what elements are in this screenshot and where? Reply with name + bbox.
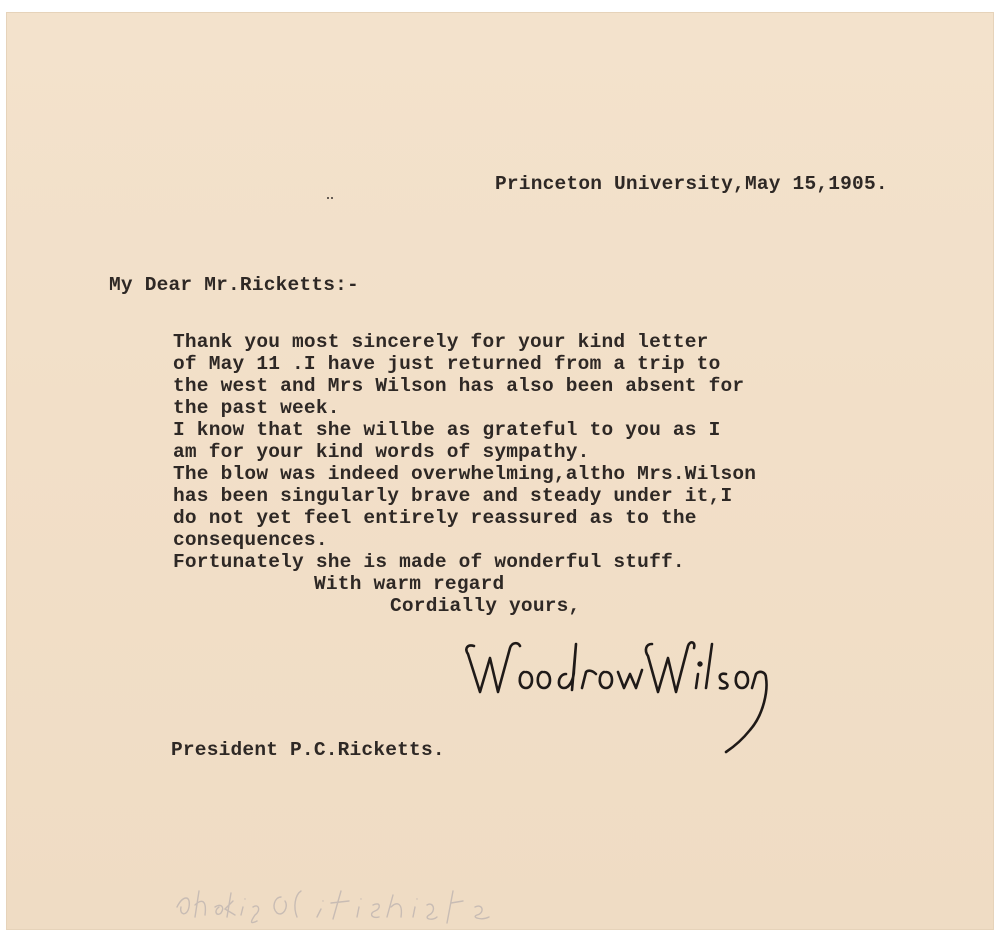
closing-regard: With warm regard [314, 573, 505, 595]
body-line: do not yet feel entirely reassured as to the [173, 507, 697, 529]
body-line: The blow was indeed overwhelming,altho Mrs.Wilson [173, 463, 757, 485]
body-line: Fortunately she is made of wonderful stuff. [173, 551, 685, 573]
body-line: of May 11 .I have just returned from a trip to [173, 353, 721, 375]
body-line: the west and Mrs Wilson has also been absent for [173, 375, 745, 397]
body-line: has been singularly brave and steady under it,I [173, 485, 733, 507]
body-line: am for your kind words of sympathy. [173, 441, 590, 463]
recipient-line: President P.C.Ricketts. [171, 739, 445, 761]
letter-paper [6, 12, 994, 930]
body-line: Thank you most sincerely for your kind letter [173, 331, 709, 353]
salutation: My Dear Mr.Ricketts:- [109, 274, 359, 296]
ink-speck [326, 195, 334, 201]
body-line: consequences. [173, 529, 328, 551]
body-line: I know that she willbe as grateful to you as I [173, 419, 721, 441]
dateline: Princeton University,May 15,1905. [495, 173, 888, 195]
pencil-notation [171, 877, 561, 927]
closing-cordially: Cordially yours, [390, 595, 581, 617]
body-line: the past week. [173, 397, 340, 419]
signature-woodrow-wilson [446, 624, 776, 764]
